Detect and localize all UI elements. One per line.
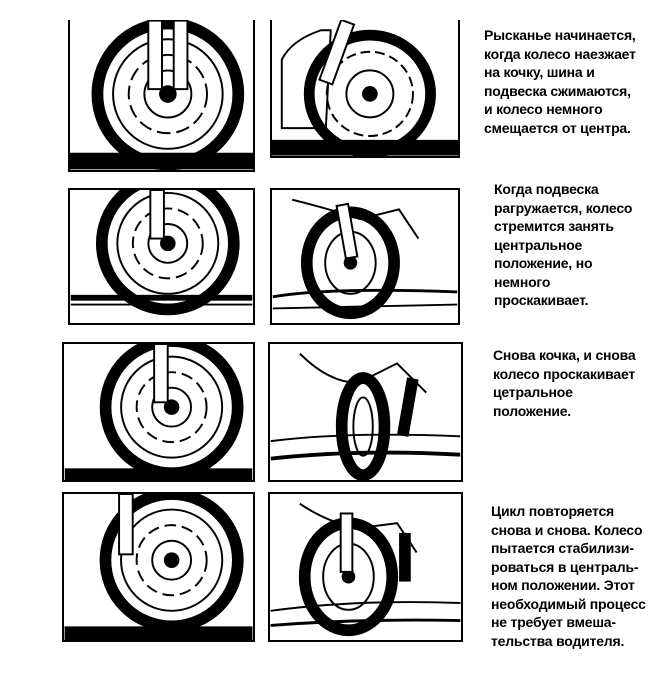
wheel-front-view-drawing (64, 494, 253, 640)
wheel-front-view-drawing (64, 344, 253, 480)
wheel-angled-view-drawing (272, 20, 458, 156)
row4-side-wheel-illustration (268, 492, 463, 642)
row2-side-wheel-illustration (270, 188, 460, 325)
row1-caption: Рысканье начинается, когда колесо наезжает на кочку, шина и подвеска сжимаются, и колесо немного смещается от центра. (484, 27, 636, 136)
row1-side-wheel-illustration (270, 20, 460, 158)
wheel-front-view-drawing (70, 20, 253, 170)
row2-caption: Когда подвеска рагружается, колесо стремится занять центральное положение, но немного проскакивает. (494, 181, 633, 308)
wheel-angled-view-drawing (272, 190, 458, 323)
row4-front-wheel-illustration (62, 492, 255, 642)
row3-front-wheel-illustration (62, 342, 255, 482)
row2-front-wheel-illustration (68, 188, 255, 325)
wheel-angled-view-drawing (270, 494, 461, 640)
row4-caption: Цикл повторяется снова и снова. Колесо пытается стабилизи- роваться в централь- ном положении. Этот необходимый процесс не требует вмеша- тельства водителя. (491, 503, 646, 649)
row1-front-wheel-illustration (68, 20, 255, 172)
row3-caption: Снова кочка, и снова колесо проскакивает цетральное положение. (493, 347, 636, 419)
wheel-front-view-drawing (70, 190, 253, 323)
wheel-angled-view-drawing (270, 344, 461, 480)
row3-side-wheel-illustration (268, 342, 463, 482)
